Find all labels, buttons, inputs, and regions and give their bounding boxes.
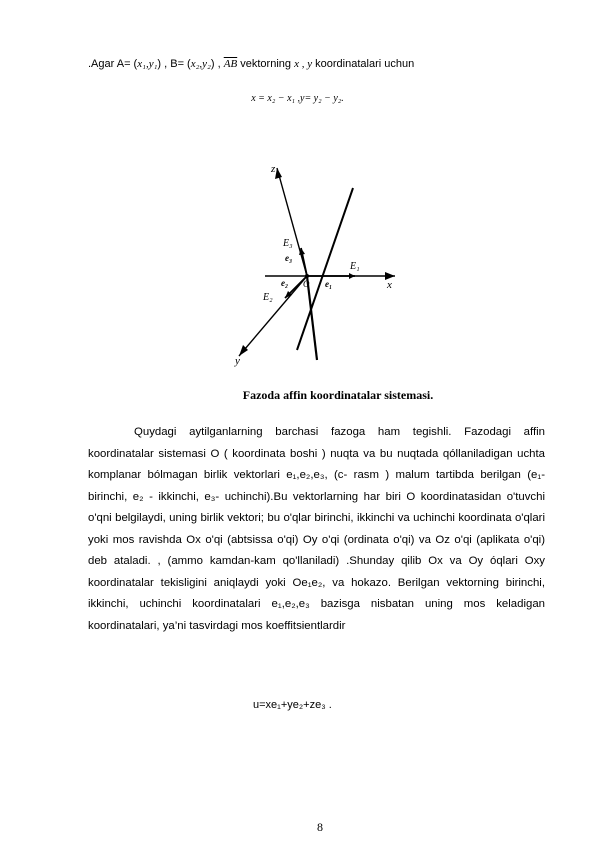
intro-mid3: vektorning — [237, 58, 295, 70]
affine-coordinate-figure — [225, 160, 405, 370]
intro-mid1: ) , B= ( — [157, 58, 191, 70]
axes-diagram — [225, 160, 405, 370]
coordinate-formula: x = x₂ − x₁ ,y= y₂ − y₂. — [251, 93, 344, 104]
e3-label: e₃ — [285, 253, 293, 263]
xy-symbols: x , y — [294, 58, 313, 70]
intro-mid2: ) , — [210, 58, 224, 70]
point-b-coords: x₂,y₂ — [190, 58, 211, 70]
z-arrow — [275, 168, 282, 179]
decomposition-formula: u=xe₁+ye₂+ze₃ . — [253, 699, 332, 711]
E1-label: E₁ — [350, 261, 360, 272]
intro-suffix: koordinatalari uchun — [312, 58, 415, 70]
origin-label: O — [303, 279, 310, 289]
paragraph-text: Quydagi aytilganlarning barchasi fazoga ham tegishli. Fazodagi affin koordinatalar sistemasi O ( koordinata boshi ) nuqta va bu nuqtada qóllaniladigan uchta komplanar bólmagan birlik vektorlari e₁,e₂,e₃, (c- rasm ) malum tartibda berilgan (e₁- birinchi, e₂ - ikkinchi, e₃- uchinchi).Bu vektorlarning har biri O koordinatasidan o'tuvchi o'qni belgilaydi, uning birlik vektori; bu o'qlar birinchi, ikkinchi va uchinchi koordinata o'qlari yoki mos ravishda Ox o'qi (abtsissa o'qi) Oy o'qi (ordinata o'qi) va Oz o'qi (aplikata o'qi) deb ataladi. , (ammo kamdan-kam qo'llaniladi) .Shunday qilib Ox va Oy óqlari Oxy koordinatalar tekisligini aniqlaydi yoki Oe₁e₂, va hokazo. Berilgan vektorning birinchi, ikkinchi, uchinchi koordinatalari e₁,e₂,e₃ bazisga nisbatan uning mos keladigan koordinatalari, ya’ni tasvirdagi mos koeffitsientlardir — [88, 426, 545, 632]
y-axis — [239, 276, 307, 356]
intro-line — [88, 58, 414, 70]
e2-label: e₂ — [281, 278, 289, 288]
origin-point — [305, 274, 309, 278]
x-label: x — [387, 279, 392, 291]
point-a-coords: x₁,y₁ — [137, 58, 158, 70]
e1-arrow — [349, 273, 355, 279]
E2-label: E₂ — [263, 292, 273, 303]
E3-label: E₃ — [283, 238, 293, 249]
main-paragraph — [88, 422, 545, 637]
page-number: 8 — [317, 820, 323, 834]
e1-label: e₁ — [325, 279, 333, 289]
figure-caption: Fazoda affin koordinatalar sistemasi. — [242, 388, 434, 402]
vector-ab: $\overline{AB}$ — [223, 58, 238, 70]
y-label: y — [235, 355, 240, 367]
intro-prefix: .Agar A= ( — [88, 58, 138, 70]
z-label: z — [271, 163, 276, 175]
